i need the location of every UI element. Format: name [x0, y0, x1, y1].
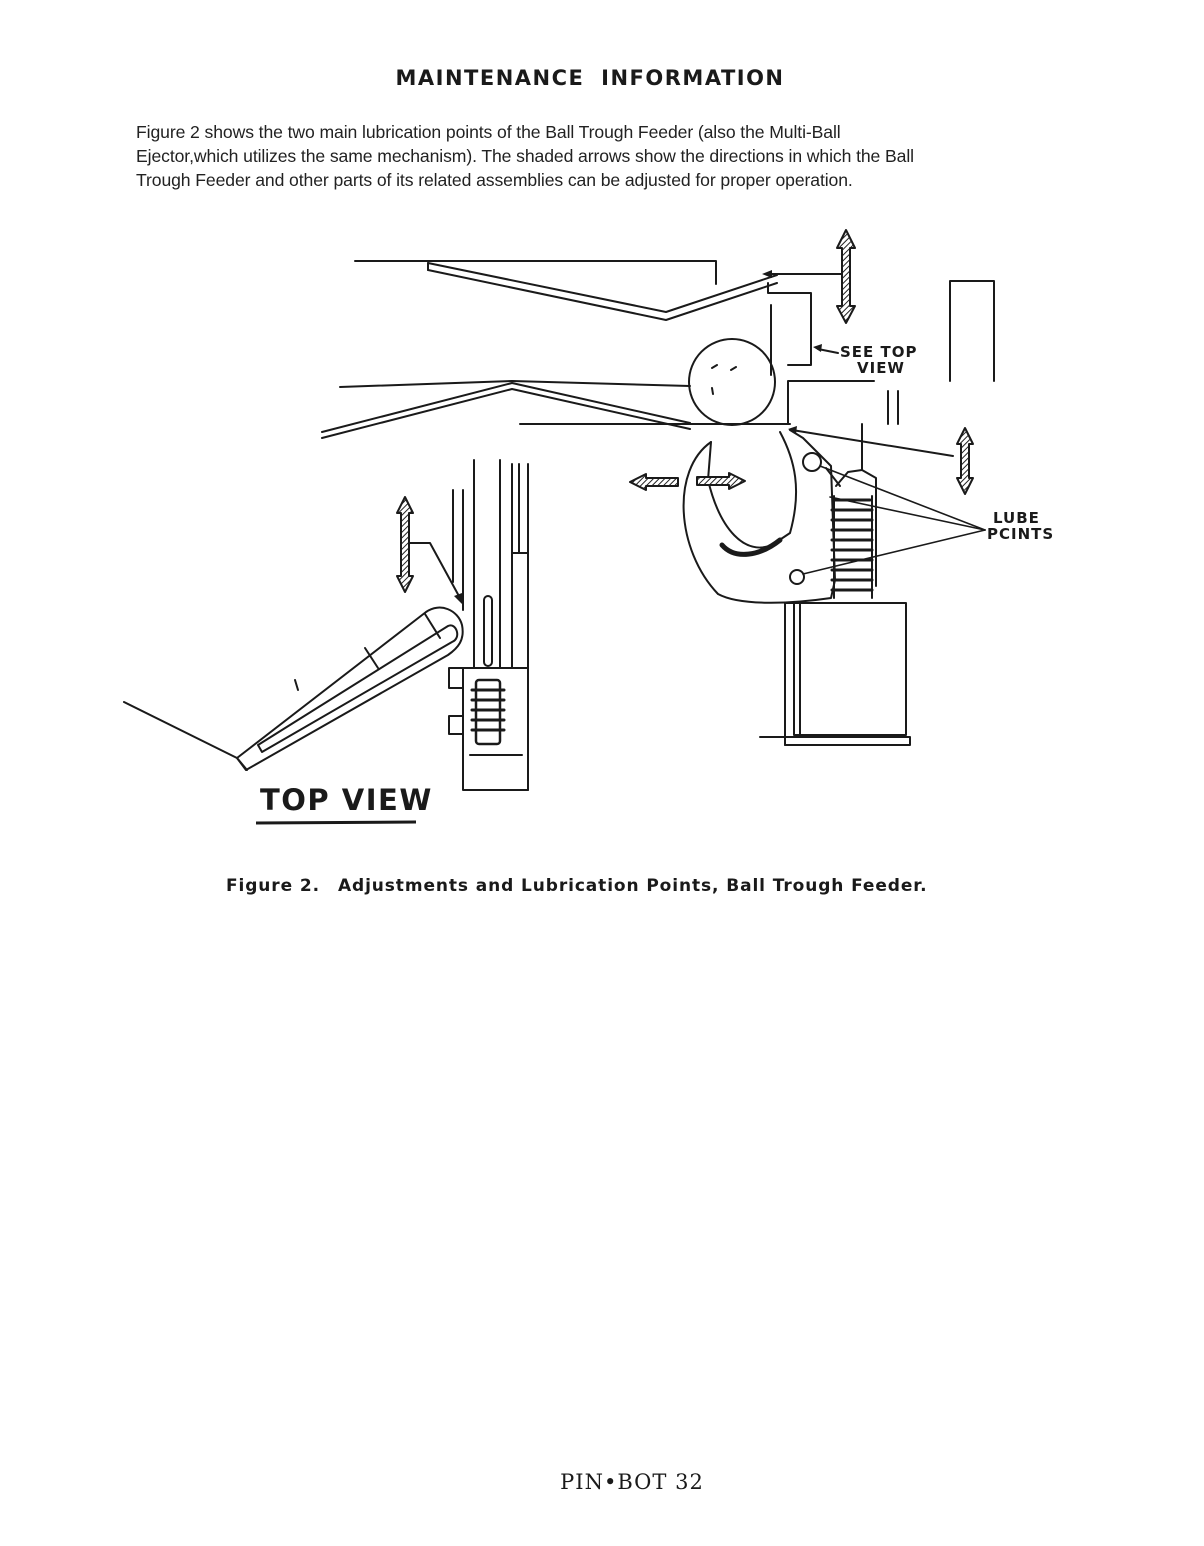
adjustment-screw	[472, 680, 504, 744]
lower-pivot-lube-point	[790, 570, 804, 584]
figure-caption	[226, 876, 928, 896]
lube-points-label: LUBE	[993, 509, 1040, 527]
vertical-adjustment-arrow	[397, 497, 413, 592]
plunger-spring	[832, 496, 872, 598]
figure-number: Figure 2.	[226, 876, 320, 896]
intro-line: Ejector,which utilizes the same mechanism). The shaded arrows show the directions in which the Ball	[136, 146, 914, 166]
vertical-adjustment-arrow	[957, 428, 973, 494]
lower-ball-trough	[322, 381, 790, 438]
ball-reflection-marks	[712, 365, 736, 394]
solenoid-coil	[760, 603, 910, 745]
playfield-edge-line	[124, 702, 247, 770]
top-view-underline	[256, 822, 416, 823]
see-top-view-label: SEE TOP	[840, 343, 918, 361]
top-view-frame	[449, 460, 528, 790]
pinball-ball	[689, 339, 775, 425]
horizontal-adjustment-arrow	[630, 474, 678, 490]
see-top-view-label: VIEW	[857, 359, 905, 377]
slotted-kicker-arm	[237, 608, 463, 770]
lube-point-leaders	[803, 466, 985, 574]
horizontal-adjustment-arrow	[697, 473, 745, 489]
lube-points-label: PCINTS	[987, 525, 1055, 543]
top-view-label: TOP VIEW	[260, 783, 433, 817]
kicker-arm	[684, 430, 835, 603]
page-heading: MAINTENANCE INFORMATION	[395, 66, 785, 90]
vertical-adjustment-arrow	[837, 230, 855, 323]
intro-line: Trough Feeder and other parts of its related assemblies can be adjusted for proper operation.	[136, 170, 853, 190]
upper-ball-ramp	[355, 261, 811, 375]
figure-caption-text: Adjustments and Lubrication Points, Ball Trough Feeder.	[337, 876, 928, 896]
upper-pivot-lube-point	[803, 453, 821, 471]
page-footer: PIN•BOT 32	[560, 1470, 704, 1494]
intro-line: Figure 2 shows the two main lubrication points of the Ball Trough Feeder (also the Multi-Ball	[136, 122, 841, 142]
